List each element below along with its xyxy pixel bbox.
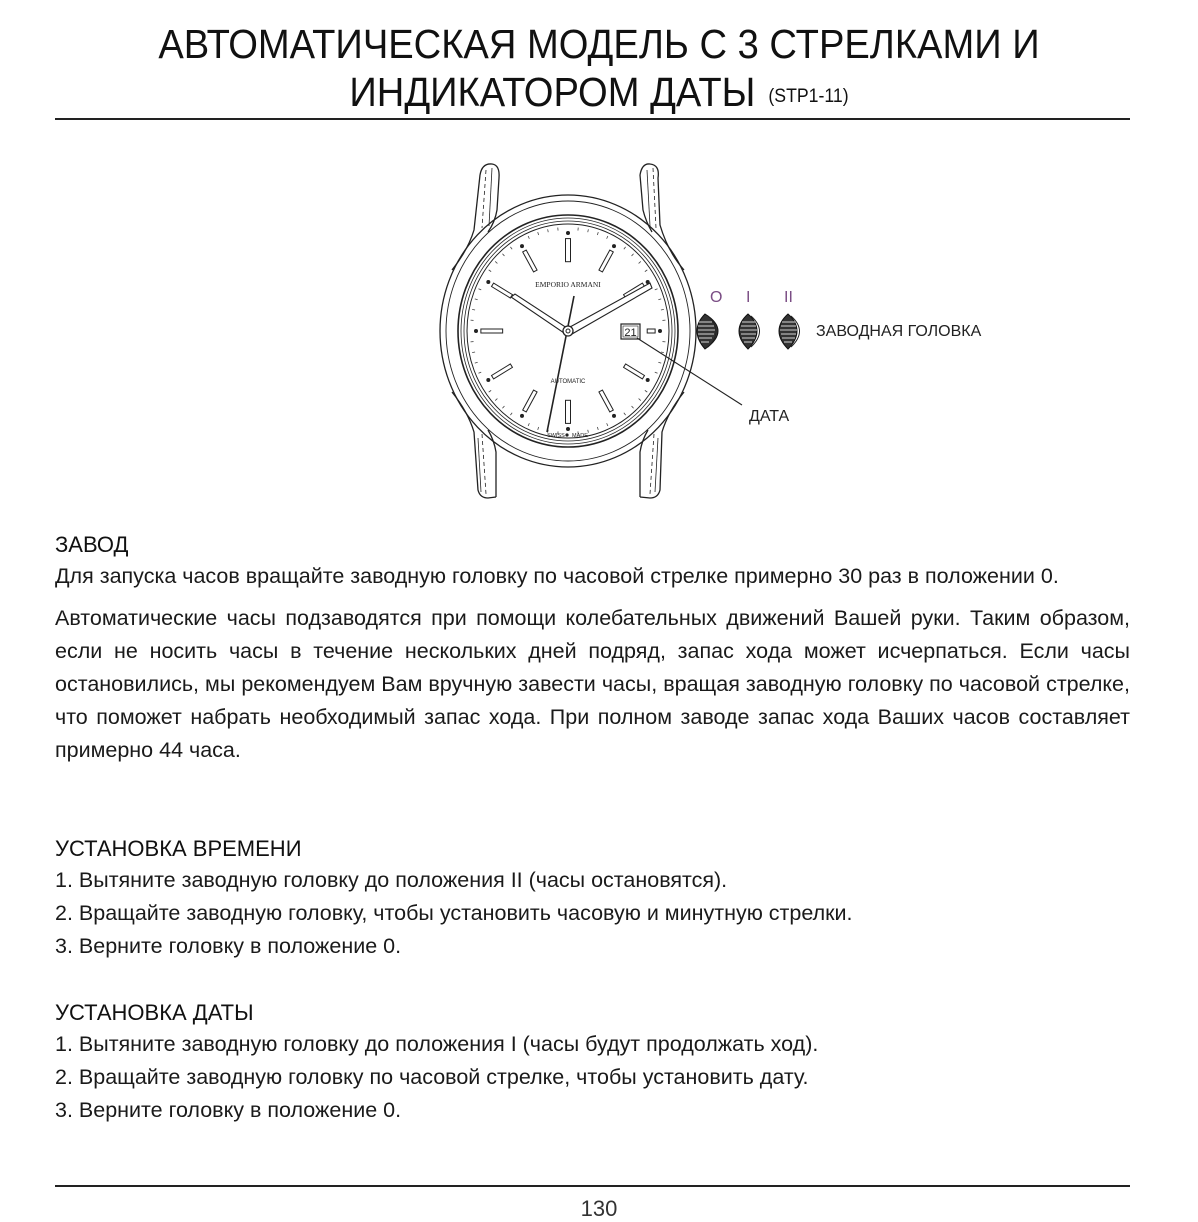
page-number: 130 [580, 1196, 618, 1221]
crown-position-0 [697, 314, 718, 349]
minute-tick [472, 352, 475, 353]
minute-tick [607, 423, 608, 426]
minute-tick [658, 299, 661, 300]
hour-index [486, 280, 512, 298]
list-item: 1. Вытяните заводную головку до положения I (часы будут продолжать ход). [55, 1032, 819, 1056]
crown-label: ЗАВОДНАЯ ГОЛОВКА [816, 323, 982, 340]
watch-illustration [0, 0, 1198, 520]
hour-index [566, 400, 571, 431]
list-item: 3. Верните головку в положение 0. [55, 934, 402, 958]
minute-tick [475, 299, 478, 300]
hour-hand [511, 294, 567, 333]
minute-tick [655, 289, 658, 290]
minute-tick [632, 254, 634, 256]
minute-tick [661, 309, 664, 310]
section-heading: ЗАВОД [55, 532, 129, 557]
minute-tick [472, 309, 475, 310]
section-heading: УСТАНОВКА ВРЕМЕНИ [55, 836, 302, 861]
hour-index [624, 364, 650, 382]
page-title-line-1: АВТОМАТИЧЕСКАЯ МОДЕЛЬ С 3 СТРЕЛКАМИ И [158, 21, 1040, 67]
hour-index [474, 329, 503, 333]
minute-tick [475, 362, 478, 363]
minute-tick [624, 413, 626, 415]
minute-tick [661, 352, 664, 353]
page-title-text: ИНДИКАТОРОМ ДАТЫ [349, 69, 756, 115]
minute-tick [495, 399, 497, 401]
dial-swiss-text: SWISS [547, 433, 565, 439]
crown-position-label-1: I [746, 289, 751, 306]
list-item: 2. Вращайте заводную головку по часовой стрелке, чтобы установить дату. [55, 1065, 809, 1089]
minute-tick [632, 406, 634, 408]
paragraph: Для запуска часов вращайте заводную головку по часовой стрелке примерно 30 раз в положении 0. [55, 564, 1059, 588]
minute-tick [607, 236, 608, 239]
date-label: ДАТА [749, 408, 790, 425]
dial-automatic-text: AUTOMATIC [550, 379, 586, 385]
hour-index [520, 244, 537, 272]
paragraph: Автоматические часы подзаводятся при помощи колебательных движений Вашей руки. Таким образом, если не носить часы в течение нескольких дней подряд, запас хода может исчерпаться. Если часы остановились, мы рекомендуем Вам вручную завести часы, вращая заводную головку по часовой стрелке, что поможет набрать необходимый запас хода. При полном заводе запас хода Ваших часов составляет примерно 44 часа. [55, 606, 1130, 762]
minute-tick [538, 427, 539, 430]
lug-top-left [452, 164, 499, 270]
crown-position-2 [779, 314, 800, 349]
minute-tick [502, 254, 504, 256]
section-heading: УСТАНОВКА ДАТЫ [55, 1000, 254, 1025]
hour-index [599, 244, 616, 272]
minute-tick [478, 289, 481, 290]
dial-made-text: MADE [572, 433, 588, 439]
section-winding [55, 530, 1130, 767]
minute-tick [639, 261, 641, 263]
hour-index [566, 231, 571, 262]
minute-tick [658, 362, 661, 363]
minute-tick [502, 406, 504, 408]
date-value: 21 [624, 327, 637, 339]
hour-index [647, 329, 662, 333]
minute-tick [489, 270, 491, 272]
list-item: 1. Вытяните заводную головку до положения II (часы остановятся). [55, 868, 728, 892]
footer-divider [55, 1185, 1130, 1187]
minute-tick [645, 390, 647, 392]
section-date-setting [55, 998, 1130, 1127]
model-code: (STP1-11) [768, 86, 849, 107]
list-item: 3. Верните головку в положение 0. [55, 1098, 402, 1122]
minute-tick [548, 229, 549, 232]
minute-tick [597, 427, 598, 430]
minute-tick [624, 247, 626, 249]
minute-tick [510, 413, 512, 415]
minute-tick [645, 270, 647, 272]
minute-tick [538, 232, 539, 235]
crown-position-label-0: O [710, 289, 723, 306]
minute-tick [489, 390, 491, 392]
minute-tick [478, 372, 481, 373]
hour-index [520, 390, 537, 418]
minute-tick [495, 261, 497, 263]
section-time-setting [55, 834, 1130, 963]
minute-tick [510, 247, 512, 249]
list-item: 2. Вращайте заводную головку, чтобы установить часовую и минутную стрелки. [55, 901, 853, 925]
crown-position-label-2: II [784, 289, 793, 306]
minute-tick [528, 423, 529, 426]
minute-tick [597, 232, 598, 235]
hour-index [486, 364, 512, 382]
crown-position-1 [739, 314, 760, 349]
minute-tick [528, 236, 529, 239]
brand-logo: EMPORIO ARMANI [535, 280, 601, 289]
minute-tick [655, 372, 658, 373]
minute-tick [588, 229, 589, 232]
hour-index [599, 390, 616, 418]
minute-tick [639, 399, 641, 401]
dial-dot [565, 433, 568, 436]
